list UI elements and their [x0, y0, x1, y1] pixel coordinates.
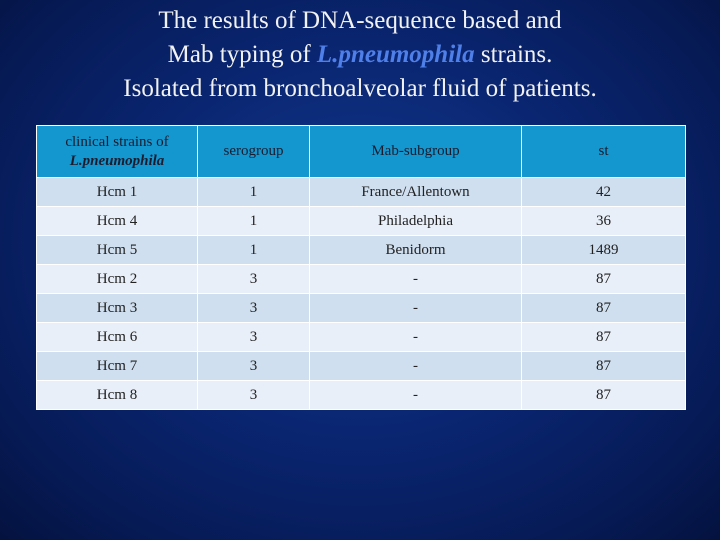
table-row	[37, 207, 686, 236]
cell-strain: Hcm 5	[37, 236, 198, 265]
table-row	[37, 236, 686, 265]
table-header-row	[37, 126, 686, 178]
cell-serogroup: 1	[198, 178, 310, 207]
cell-mab-subgroup: France/Allentown	[310, 178, 522, 207]
cell-serogroup: 1	[198, 236, 310, 265]
title-line-2-prefix: Mab typing of	[167, 41, 317, 68]
strain-typing-table	[36, 125, 686, 410]
title-species-name: L.pneumophila	[316, 41, 475, 68]
cell-serogroup: 3	[198, 294, 310, 323]
cell-strain: Hcm 6	[37, 323, 198, 352]
cell-mab-subgroup: -	[310, 323, 522, 352]
table-row	[37, 178, 686, 207]
title-line-3: Isolated from bronchoalveolar fluid of patients.	[123, 75, 597, 102]
cell-st: 1489	[522, 236, 686, 265]
cell-serogroup: 3	[198, 265, 310, 294]
cell-strain: Hcm 1	[37, 178, 198, 207]
table-row	[37, 265, 686, 294]
title-line-1: The results of DNA-sequence based and	[158, 7, 562, 34]
table-row	[37, 352, 686, 381]
table-row	[37, 294, 686, 323]
header-clinical-strains	[37, 126, 198, 178]
cell-mab-subgroup: -	[310, 381, 522, 410]
header-mab-subgroup: Mab-subgroup	[310, 126, 522, 178]
cell-serogroup: 3	[198, 381, 310, 410]
cell-strain: Hcm 7	[37, 352, 198, 381]
header-clinical-strains-line1: clinical strains of	[65, 133, 169, 150]
header-st: st	[522, 126, 686, 178]
slide-title	[0, 4, 720, 106]
title-line-2-suffix: strains.	[474, 41, 553, 68]
cell-st: 87	[522, 265, 686, 294]
table-row	[37, 323, 686, 352]
header-serogroup: serogroup	[198, 126, 310, 178]
cell-serogroup: 3	[198, 323, 310, 352]
cell-st: 87	[522, 381, 686, 410]
cell-st: 87	[522, 323, 686, 352]
cell-serogroup: 1	[198, 207, 310, 236]
cell-strain: Hcm 4	[37, 207, 198, 236]
title-line-2	[0, 38, 720, 72]
cell-mab-subgroup: -	[310, 352, 522, 381]
cell-strain: Hcm 8	[37, 381, 198, 410]
cell-strain: Hcm 3	[37, 294, 198, 323]
cell-strain: Hcm 2	[37, 265, 198, 294]
header-species-name: L.pneumophila	[69, 152, 165, 169]
cell-st: 87	[522, 294, 686, 323]
cell-mab-subgroup: -	[310, 265, 522, 294]
cell-serogroup: 3	[198, 352, 310, 381]
cell-mab-subgroup: -	[310, 294, 522, 323]
cell-mab-subgroup: Philadelphia	[310, 207, 522, 236]
table-row	[37, 381, 686, 410]
cell-st: 36	[522, 207, 686, 236]
cell-mab-subgroup: Benidorm	[310, 236, 522, 265]
cell-st: 42	[522, 178, 686, 207]
cell-st: 87	[522, 352, 686, 381]
